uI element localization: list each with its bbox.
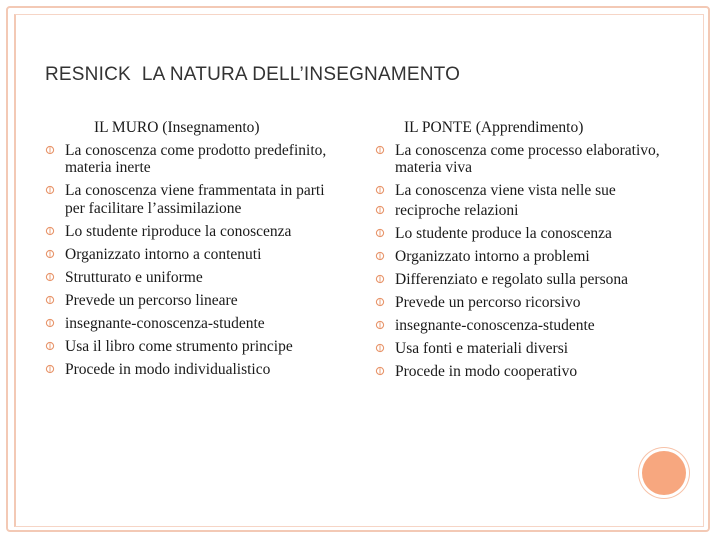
bullet-icon xyxy=(375,274,385,284)
bullet-icon xyxy=(375,343,385,353)
bullet-icon xyxy=(45,226,55,236)
list-item xyxy=(45,142,345,177)
list-item xyxy=(45,292,345,310)
list-item-text: Organizzato intorno a problemi xyxy=(395,247,590,265)
list-item xyxy=(375,363,675,381)
list-item xyxy=(375,271,675,289)
list-item xyxy=(45,246,345,264)
list-item-text: Organizzato intorno a contenuti xyxy=(65,245,262,263)
bullet-icon xyxy=(375,320,385,330)
list-item xyxy=(375,340,675,358)
bullet-icon xyxy=(45,145,55,155)
column-heading-ponte: IL PONTE (Apprendimento) xyxy=(404,119,584,136)
bullet-icon xyxy=(45,364,55,374)
list-item-text: Procede in modo individualistico xyxy=(65,361,271,379)
list-item-text: Prevede un percorso ricorsivo xyxy=(395,293,581,311)
list-item-text: Lo studente produce la conoscenza xyxy=(395,224,612,242)
list-item-text: reciproche relazioni xyxy=(395,201,519,219)
bullet-icon xyxy=(45,249,55,259)
list-item-text: Lo studente riproduce la conoscenza xyxy=(65,222,292,240)
list-item xyxy=(375,142,675,177)
list-item xyxy=(45,182,345,217)
bullet-icon xyxy=(375,145,385,155)
list-item xyxy=(375,248,675,266)
list-item xyxy=(375,202,675,220)
bullet-icon xyxy=(45,295,55,305)
column-heading-muro: IL MURO (Insegnamento) xyxy=(94,119,260,136)
column-muro xyxy=(45,119,345,384)
list-item-text: Differenziato e regolato sulla persona xyxy=(395,270,628,288)
bullet-icon xyxy=(45,185,55,195)
bullet-icon xyxy=(375,366,385,376)
list-item-text: Procede in modo cooperativo xyxy=(395,363,578,381)
list-item-text: La conoscenza viene frammentata in parti per facilitare l’assimilazione xyxy=(65,182,325,217)
list-item-text: La conoscenza come prodotto predefinito, materia inerte xyxy=(65,141,327,176)
bullet-icon xyxy=(375,297,385,307)
list-item-text: La conoscenza come processo elaborativo, materia viva xyxy=(395,141,660,176)
list-item xyxy=(45,269,345,287)
list-item xyxy=(375,317,675,335)
bullet-icon xyxy=(375,205,385,215)
list-item-text: insegnante-conoscenza-studente xyxy=(395,317,595,335)
list-item xyxy=(45,338,345,356)
list-muro xyxy=(45,142,345,379)
column-ponte xyxy=(375,119,675,386)
list-item-text: insegnante-conoscenza-studente xyxy=(65,315,265,333)
list-item xyxy=(45,223,345,241)
list-ponte xyxy=(375,142,675,381)
decorative-circle xyxy=(642,451,686,495)
slide-title: RESNICK LA NATURA DELL’INSEGNAMENTO xyxy=(45,64,461,85)
list-item xyxy=(375,182,675,200)
bullet-icon xyxy=(45,272,55,282)
list-item xyxy=(45,361,345,379)
list-item xyxy=(375,225,675,243)
bullet-icon xyxy=(375,185,385,195)
list-item-text: Strutturato e uniforme xyxy=(65,268,203,286)
list-item-text: Usa il libro come strumento principe xyxy=(65,338,293,356)
bullet-icon xyxy=(375,228,385,238)
list-item xyxy=(45,315,345,333)
list-item-text: Usa fonti e materiali diversi xyxy=(395,340,569,358)
bullet-icon xyxy=(375,251,385,261)
bullet-icon xyxy=(45,341,55,351)
list-item-text: La conoscenza viene vista nelle sue xyxy=(395,182,616,200)
list-item xyxy=(375,294,675,312)
bullet-icon xyxy=(45,318,55,328)
list-item-text: Prevede un percorso lineare xyxy=(65,291,238,309)
